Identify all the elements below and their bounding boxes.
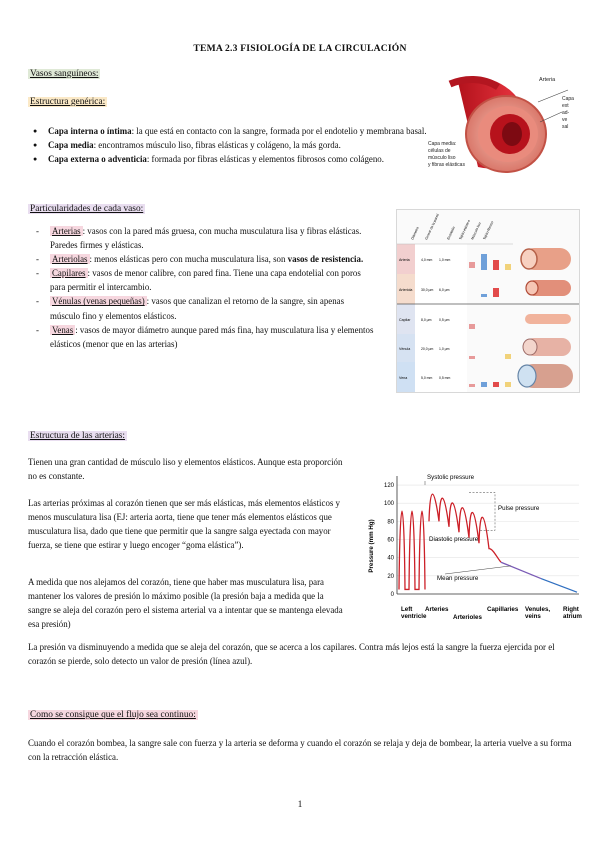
annotation-diastolic: Diastolic pressure	[429, 536, 479, 543]
label-capa-ext: ad-	[562, 110, 570, 116]
vessel-emphasis: vasos de resistencia.	[287, 254, 364, 265]
flow-paragraph: Cuando el corazón bombea, la sangre sale con fuerza y la arteria se deforma y cuando el corazón se relaja y deja de bombear, la arteria vuelve a su forma con la retracción elástica.	[28, 738, 572, 763]
arteries-paragraph-2: Las arterias próximas al corazón tienen que ser más elásticas, más elementos elásticos y menos musculatura lisa (EJ: arteria aorta, tiene que tener más elementos elásticos que musculatura lisa, dado que tiene que permitir que la sangre salga eyectada con mayor fuerza, se tiene que estirar y luego encoger “goma elástica”).	[28, 498, 340, 551]
y-tick-label: 40	[387, 555, 394, 562]
term: Capa externa o adventicia	[48, 154, 147, 165]
list-item	[36, 266, 376, 294]
list-item	[36, 252, 376, 266]
vessel-comparison-figure	[396, 209, 580, 393]
y-tick-label: 20	[387, 573, 394, 580]
list-item	[36, 294, 376, 322]
subheading-text: Estructura genérica:	[30, 97, 106, 107]
row-wall: 0,5 µm	[439, 318, 450, 322]
col-header: Endotelio	[446, 225, 456, 241]
label-capa-media: músculo liso	[428, 155, 456, 161]
arteries-paragraph-1: Tienen una gran cantidad de músculo liso y elementos elásticos. Aunque esta proporción no es constante.	[28, 457, 343, 482]
page-number: 1	[297, 800, 303, 810]
label-capa-media: y fibras elásticas	[428, 162, 465, 168]
y-axis-label: Pressure (mm Hg)	[368, 519, 375, 573]
vessel-description: : vasos de mayor diámetro aunque pared más fina, hay musculatura lisa y elementos elásticos (menor que en las arterias)	[50, 324, 374, 349]
y-tick-label: 80	[387, 519, 394, 526]
x-category-label: Arterioles	[453, 614, 482, 621]
row-diameter: 20,0 µm	[421, 347, 434, 351]
vessel-description: : vasos con la pared más gruesa, con mucha musculatura lisa y fibras elásticas. Paredes firmes y elásticas.	[50, 226, 362, 251]
x-category-label: Venules, veins	[525, 606, 551, 620]
y-tick-label: 60	[387, 537, 394, 544]
pressure-chart	[365, 468, 585, 624]
x-category-label: Right atrium	[563, 606, 582, 620]
x-category-label: Capillaries	[487, 606, 519, 613]
list-item	[30, 124, 430, 138]
subheading-estructura-generica	[28, 97, 107, 107]
col-header: Músculo liso	[470, 221, 482, 241]
row-wall: 0,5 mm	[439, 376, 451, 380]
y-tick-label: 100	[383, 501, 394, 508]
label-capa-media: Capa media:	[428, 141, 457, 147]
row-name: Arteria	[399, 258, 410, 262]
pressure-paragraph: La presión va disminuyendo a medida que se aleja del corazón, que se acerca a los capilares. Contra más lejos está la sangre la fuerza ejercida por el corazón se pierde, solo detecto un valor de presión (línea azul).	[28, 642, 555, 667]
vessel-description: : vasos que canalizan el retorno de la sangre, sin apenas músculo fino y elementos elásticos.	[50, 296, 345, 321]
vessel-description: : vasos de menor calibre, con pared fina. Tiene una capa endotelial con poros para permitir el intercambio.	[50, 268, 361, 293]
col-header: Tejido fibroso	[482, 220, 495, 241]
col-header: Diámetro	[410, 226, 420, 241]
col-header: Grosor de la pared	[424, 213, 440, 241]
label-arteria: Arteria	[539, 77, 556, 83]
heading-particularidades	[28, 204, 145, 214]
layers-list	[30, 124, 430, 166]
annotation-systolic: Systolic pressure	[427, 474, 475, 481]
vessel-name: Arteriolas	[52, 254, 88, 265]
list-item	[36, 224, 376, 252]
term-description: : la que está en contacto con la sangre, formada por el endotelio y membrana basal.	[131, 126, 427, 136]
row-name: Vénula	[399, 347, 411, 351]
page-title: TEMA 2.3 FISIOLOGÍA DE LA CIRCULACIÓN	[193, 43, 407, 54]
label-capa-ext: sal	[562, 124, 569, 130]
label-capa-media: células de	[428, 148, 451, 154]
term: Capa media	[48, 140, 94, 151]
vessels-list	[36, 224, 376, 351]
heading-text: Vasos sanguíneos:	[30, 69, 99, 79]
row-diameter: 5,0 mm	[421, 376, 433, 380]
row-diameter: 30,0 µm	[421, 288, 434, 292]
pressure-chart-svg	[365, 468, 585, 624]
row-wall: 1,0 µm	[439, 347, 450, 351]
term: Capa interna o íntima	[48, 126, 132, 136]
artery-figure	[428, 72, 580, 184]
heading-text: Como se consigue que el flujo sea continuo:	[30, 710, 196, 720]
label-capa-ext: Capa	[562, 96, 574, 102]
term-description: : formada por fibras elásticas y elementos fibrosos como colágeno.	[146, 154, 384, 165]
col-header: Tejido elástico	[458, 219, 471, 241]
arteries-paragraph-3: A medida que nos alejamos del corazón, tiene que haber mas musculatura lisa, para mantener los valores de presión lo máximo posible (la presión baja a medida que la sangre se aleja del corazón pero el sistema arterial va a intentar que se mantenga elevada esa presión)	[28, 577, 343, 630]
heading-text: Particularidades de cada vaso:	[30, 204, 144, 214]
vessel-name: Capilares	[52, 268, 86, 279]
label-capa-ext: ext	[562, 103, 569, 109]
vessel-name: Arterias	[52, 226, 81, 236]
vessel-description: : menos elásticas pero con mucha musculatura lisa, son	[89, 254, 288, 265]
heading-vasos-sanguineos	[28, 69, 100, 79]
term-description: : encontramos músculo liso, fibras elásticas y colágeno, la más gorda.	[93, 140, 341, 151]
heading-flujo-continuo	[28, 710, 198, 720]
row-wall: 1,0 mm	[439, 258, 451, 262]
label-capa-ext: ve	[562, 117, 568, 123]
y-tick-label: 0	[390, 592, 394, 598]
y-tick-label: 120	[383, 483, 394, 490]
row-wall: 6,0 µm	[439, 288, 450, 292]
row-name: Vena	[399, 376, 408, 380]
row-diameter: 8,0 µm	[421, 318, 432, 322]
heading-estructura-arterias	[28, 431, 127, 441]
x-category-label: Arteries	[425, 606, 449, 613]
vessel-name: Venas	[52, 324, 74, 335]
annotation-mean: Mean pressure	[437, 575, 479, 582]
list-item	[36, 323, 376, 351]
row-diameter: 4,0 mm	[421, 258, 433, 262]
artery-illustration	[428, 72, 580, 184]
row-name: Capilar	[399, 318, 411, 322]
row-name: Arteriola	[399, 288, 413, 292]
x-category-label: Left ventricle	[401, 606, 427, 620]
list-item	[30, 152, 430, 166]
annotation-pulse: Pulse pressure	[498, 505, 540, 512]
vessel-comparison-svg	[397, 210, 579, 392]
vessel-name: Vénulas (venas pequeñas)	[52, 296, 145, 307]
heading-text: Estructura de las arterias:	[30, 431, 126, 441]
list-item	[30, 138, 430, 152]
